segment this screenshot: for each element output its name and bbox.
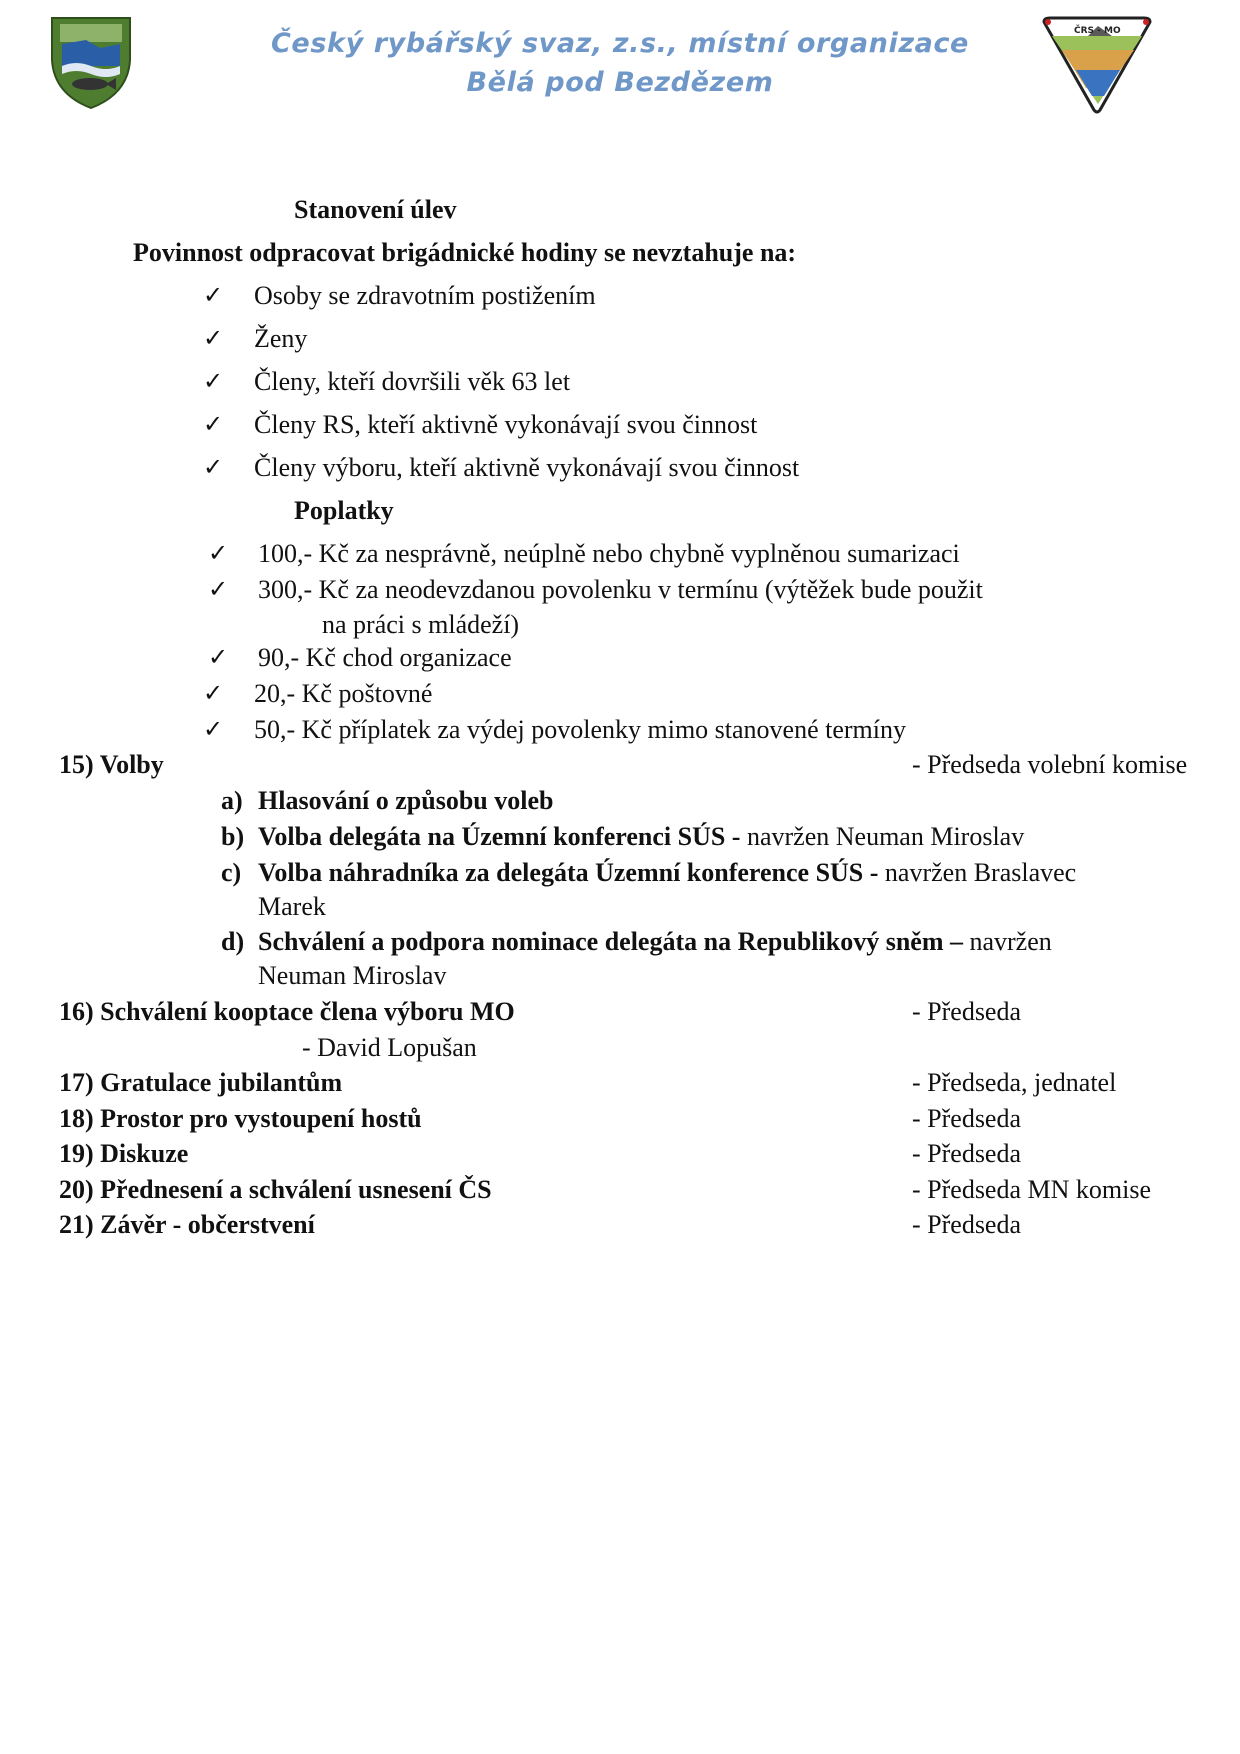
ulevy-item: Členy RS, kteří aktivně vykonávají svou činnost (254, 410, 758, 439)
agenda-item-owner: - Předseda volební komise (912, 750, 1188, 779)
agenda-item-title: 19) Diskuze (59, 1139, 189, 1168)
poplatky-item: 100,- Kč za nesprávně, neúplně nebo chybně vyplněnou sumarizaci (258, 539, 960, 568)
agenda-item-owner: - Předseda (912, 1139, 1022, 1168)
volby-sub-bold: Hlasování o způsobu voleb (258, 786, 554, 815)
ulevy-heading: Stanovení úlev (294, 195, 457, 224)
check-icon: ✓ (208, 643, 229, 671)
poplatky-item: 20,- Kč poštovné (254, 679, 433, 708)
check-icon: ✓ (203, 324, 224, 352)
agenda-item-title: 16) Schválení kooptace člena výboru MO (59, 997, 515, 1026)
poplatky-item: 300,- Kč za neodevzdanou povolenku v termínu (výtěžek bude použit (258, 575, 983, 604)
ulevy-intro: Povinnost odpracovat brigádnické hodiny se nevztahuje na: (133, 238, 797, 267)
poplatky-item-continuation: na práci s mládeží) (322, 610, 520, 639)
poplatky-item: 50,- Kč příplatek za výdej povolenky mimo stanovené termíny (254, 715, 906, 744)
agenda-item-title: 20) Přednesení a schválení usnesení ČS (59, 1175, 492, 1204)
ulevy-item: Osoby se zdravotním postižením (254, 281, 596, 310)
agenda-item-title: 18) Prostor pro vystoupení hostů (59, 1104, 422, 1133)
check-icon: ✓ (203, 281, 224, 309)
agenda-item-note: - David Lopušan (302, 1033, 477, 1062)
organization-location: Bělá pod Bezdězem (466, 67, 774, 98)
volby-sub-normal: navržen (962, 927, 1052, 956)
right-logo-label: ČRS - MO (1074, 26, 1121, 36)
agenda-item-owner: - Předseda (912, 997, 1022, 1026)
volby-sub-normal: navržen Neuman Miroslav (740, 822, 1025, 851)
organization-name: Český rybářský svaz, z.s., místní organizace (271, 28, 969, 59)
agenda-item-title: 15) Volby (59, 750, 164, 779)
volby-sub-letter: c) (221, 858, 242, 887)
check-icon: ✓ (208, 575, 229, 603)
agenda-item-owner: - Předseda (912, 1210, 1022, 1239)
agenda-item-owner: - Předseda MN komise (912, 1175, 1152, 1204)
right-crs-mo-logo (1038, 14, 1156, 114)
ulevy-item: Členy, kteří dovršili věk 63 let (254, 367, 571, 396)
volby-sub-bold: Volba delegáta na Územní konferenci SÚS - (258, 822, 741, 851)
volby-sub-letter: d) (221, 927, 245, 956)
check-icon: ✓ (203, 715, 224, 743)
volby-sub-letter: a) (221, 786, 243, 815)
volby-sub-letter: b) (221, 822, 245, 851)
volby-sub-continuation: Neuman Miroslav (258, 961, 447, 990)
volby-sub-item (258, 822, 1024, 852)
ulevy-item: Ženy (254, 324, 308, 353)
agenda-item-owner: - Předseda, jednatel (912, 1068, 1117, 1097)
agenda-item-title: 17) Gratulace jubilantům (59, 1068, 343, 1097)
ulevy-item: Členy výboru, kteří aktivně vykonávají svou činnost (254, 453, 800, 482)
volby-sub-item (258, 927, 1052, 957)
volby-sub-normal: navržen Braslavec (878, 858, 1077, 887)
poplatky-heading: Poplatky (294, 496, 394, 525)
volby-sub-item (258, 858, 1076, 888)
check-icon: ✓ (203, 453, 224, 481)
check-icon: ✓ (203, 410, 224, 438)
poplatky-item: 90,- Kč chod organizace (258, 643, 512, 672)
agenda-item-owner: - Předseda (912, 1104, 1022, 1133)
check-icon: ✓ (203, 367, 224, 395)
check-icon: ✓ (203, 679, 224, 707)
agenda-item-title: 21) Závěr - občerstvení (59, 1210, 315, 1239)
volby-sub-item (258, 786, 553, 816)
check-icon: ✓ (208, 539, 229, 567)
volby-sub-continuation: Marek (258, 892, 326, 921)
volby-sub-bold: Schválení a podpora nominace delegáta na Republikový sněm – (258, 927, 963, 956)
volby-sub-bold: Volba náhradníka za delegáta Územní konference SÚS - (258, 858, 879, 887)
